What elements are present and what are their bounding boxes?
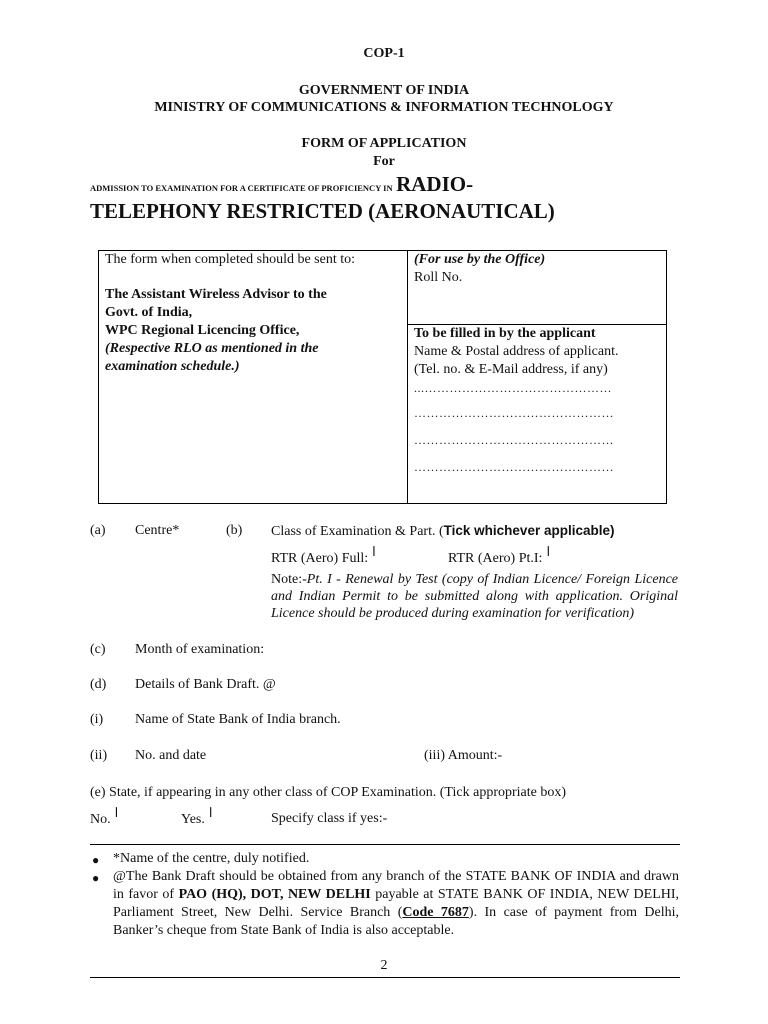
exam-class-label — [271, 523, 614, 540]
centre-field[interactable]: Centre* — [135, 523, 180, 538]
exam-title-line1 — [90, 172, 473, 197]
item-ii-label: (ii) — [90, 748, 108, 763]
address-line-1: The Assistant Wireless Advisor to the — [105, 287, 327, 302]
item-a-label: (a) — [90, 523, 106, 538]
note-text: Pt. I - Renewal by Test (copy of Indian Licence/ Foreign Licence and Indian Permit to be submitted along with application. Original Licence should be produced during examination for verification) — [271, 572, 678, 621]
box-divider-horizontal — [407, 324, 667, 325]
footnote-branch-code: Code 7687 — [402, 905, 469, 920]
address-line-2: Govt. of India, — [105, 305, 193, 320]
footnote-centre: *Name of the centre, duly notified. — [113, 851, 310, 866]
address-line-3: WPC Regional Licencing Office, — [105, 323, 300, 338]
gov-heading: GOVERNMENT OF INDIA — [298, 83, 470, 98]
roll-no-label: Roll No. — [414, 270, 463, 285]
note-prefix: Note:- — [271, 572, 307, 587]
ministry-heading: MINISTRY OF COMMUNICATIONS & INFORMATION TECHNOLOGY — [154, 100, 614, 115]
footnote-bank-draft-a: @The Bank Draft should be obtained from any branch of the STATE BANK OF INDIA and drawn in favor of — [113, 869, 679, 902]
renewal-note — [271, 571, 678, 622]
item-c-label: (c) — [90, 642, 106, 657]
applicant-address-label: Name & Postal address of applicant. — [414, 344, 619, 359]
send-to-label: The form when completed should be sent to: — [105, 252, 355, 267]
applicant-title: To be filled in by the applicant — [414, 326, 596, 341]
rtr-pt1-option[interactable] — [448, 544, 551, 567]
form-title: FORM OF APPLICATION — [301, 136, 467, 151]
admission-text: ADMISSION TO EXAMINATION FOR A CERTIFICATE OF PROFICIENCY IN — [90, 183, 393, 193]
rtr-pt1-checkbox[interactable]: ا — [546, 544, 551, 559]
rlo-note-line-2: examination schedule.) — [105, 359, 240, 374]
form-for: For — [373, 154, 395, 169]
sbi-branch-field[interactable]: Name of State Bank of India branch. — [135, 712, 341, 727]
draft-no-date-field[interactable]: No. and date — [135, 748, 207, 763]
exam-class-text: Class of Examination & Part. ( — [271, 524, 444, 539]
yes-option[interactable] — [181, 805, 213, 828]
exam-title-line2: TELEPHONY RESTRICTED (AERONAUTICAL) — [90, 199, 555, 223]
address-line-field-2[interactable]: ………………………………………… — [414, 406, 614, 420]
bottom-rule — [90, 977, 680, 978]
no-label: No. — [90, 812, 111, 827]
bullet-2: ● — [92, 871, 100, 885]
address-line-field-4[interactable]: ………………………………………… — [414, 460, 614, 474]
no-option[interactable] — [90, 805, 119, 828]
rtr-full-option[interactable] — [271, 544, 376, 567]
rtr-full-label: RTR (Aero) Full: — [271, 551, 369, 566]
form-code: COP-1 — [363, 46, 405, 61]
footnote-bank-draft-e: ). In case of payment from Delhi, Banker’s cheque from State Bank of India is also acceptable. — [113, 905, 679, 938]
no-checkbox[interactable]: ا — [114, 805, 119, 820]
month-of-exam-field[interactable]: Month of examination: — [135, 642, 265, 657]
yes-checkbox[interactable]: ا — [208, 805, 213, 820]
address-line-field-3[interactable]: ………………………………………… — [414, 433, 614, 447]
radio-text: RADIO- — [396, 172, 474, 196]
office-use-title: (For use by the Office) — [414, 252, 546, 267]
rtr-full-checkbox[interactable]: ا — [372, 544, 376, 559]
rtr-pt1-label: RTR (Aero) Pt.I: — [448, 551, 543, 566]
footnote-bank-draft-payee: PAO (HQ), DOT, NEW DELHI — [178, 887, 371, 902]
exam-class-tick-note: Tick whichever applicable) — [443, 523, 615, 538]
specify-class-field[interactable]: Specify class if yes:- — [271, 811, 388, 826]
amount-field[interactable]: (iii) Amount:- — [424, 748, 503, 763]
page-number: 2 — [380, 958, 388, 973]
box-divider-vertical — [407, 250, 408, 504]
bank-draft-heading: Details of Bank Draft. @ — [135, 677, 276, 692]
footnote-bank-draft — [113, 868, 679, 940]
rlo-note-line-1: (Respective RLO as mentioned in the — [105, 341, 319, 356]
yes-label: Yes. — [181, 812, 205, 827]
bullet-1: ● — [92, 853, 100, 867]
other-cop-question: (e) State, if appearing in any other class of COP Examination. (Tick appropriate box) — [90, 785, 567, 800]
item-d-label: (d) — [90, 677, 107, 692]
address-line-field-1[interactable]: ...……………………………………… — [414, 381, 612, 395]
footnote-bank-draft-c: payable at STATE BANK OF INDIA, NEW DELHI, Parliament Street, New Delhi. Service Branch ( — [113, 887, 680, 920]
footnote-divider — [90, 844, 680, 845]
item-b-label: (b) — [226, 523, 243, 538]
item-i-label: (i) — [90, 712, 104, 727]
applicant-contact-label: (Tel. no. & E-Mail address, if any) — [414, 362, 608, 377]
